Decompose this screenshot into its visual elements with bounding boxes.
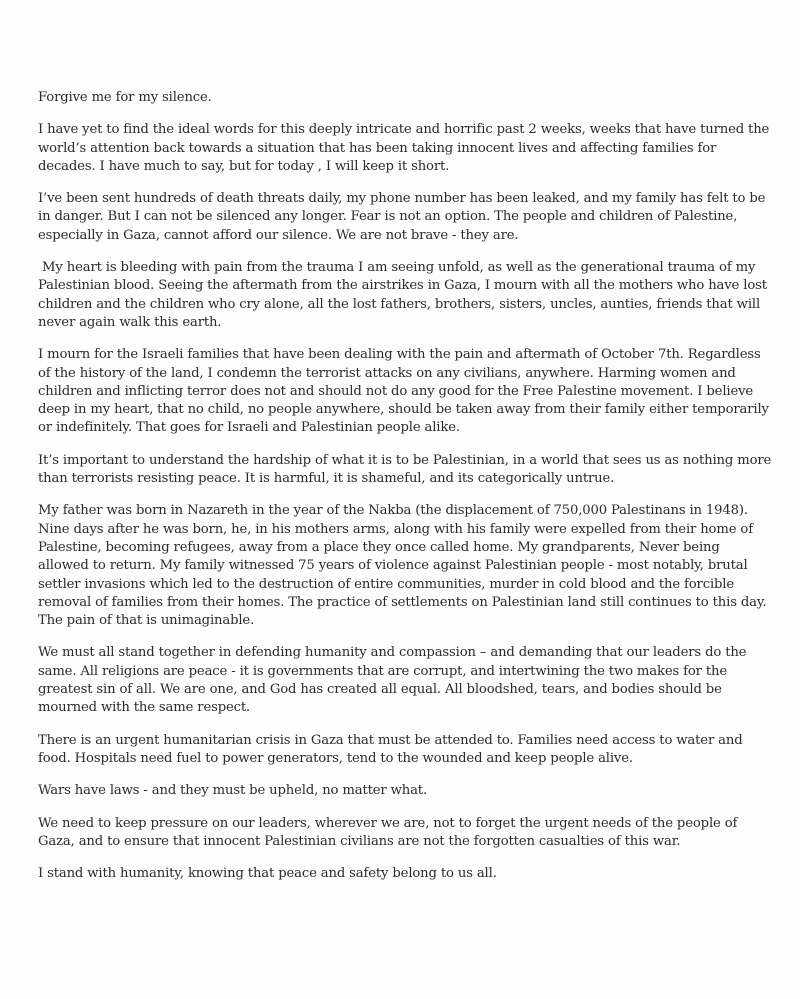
paragraph-opening: Forgive me for my silence. <box>38 90 212 105</box>
paragraph-israeli-families: I mourn for the Israeli families that have been dealing with the pain and aftermath of October 7th. Regardless of the history of the land, I condemn the terrorist attacks on any civilians, anywhere. Harming women and children and inflicting terror does not and should not do any good for the Free Palestine movement. I believe deep in my heart, that no child, no people anywhere, should be taken away from their family either temporarily or indefinitely. That goes for Israeli and Palestinian people alike. <box>38 347 769 436</box>
paragraph-heart-bleeding: My heart is bleeding with pain from the trauma I am seeing unfold, as well as the generational trauma of my Palestinian blood. Seeing the aftermath from the airstrikes in Gaza, I mourn with all the mothers who have lost children and the children who cry alone, all the lost fathers, brothers, sisters, uncles, aunties, friends that will never again walk this earth. <box>38 260 771 330</box>
paragraph-father-nakba: My father was born in Nazareth in the year of the Nakba (the displacement of 750,000 Palestinans in 1948). Nine days after he was born, he, in his mothers arms, along with his family were expelled from their home of Palestine, becoming refugees, away from a place they once called home. My grandparents, Never being allowed to return. My family witnessed 75 years of violence against Palestinian people - most notably, brutal settler invasions which led to the destruction of entire communities, murder in cold blood and the forcible removal of families from their homes. The practice of settlements on Palestinian land still continues to this day. The pain of that is unimaginable. <box>38 503 767 629</box>
paragraph-stand-together: We must all stand together in defending humanity and compassion – and demanding that our leaders do the same. All religions are peace - it is governments that are corrupt, and intertwining the two makes for the greatest sin of all. We are one, and God has created all equal. All bloodshed, tears, and bodies should be mourned with the same respect. <box>38 645 747 716</box>
paragraph-death-threats: I’ve been sent hundreds of death threats daily, my phone number has been leaked, and my family has felt to be in danger. But I can not be silenced any longer. Fear is not an option. The people and children of Palestine, especially in Gaza, cannot afford our silence. We are not brave - they are. <box>38 191 766 243</box>
paragraph-ideal-words: I have yet to find the ideal words for this deeply intricate and horrific past 2 weeks, weeks that have turned the world’s attention back towards a situation that has been taking innocent lives and affecting families for decades. I have much to say, but for today , I will keep it short. <box>38 122 770 174</box>
statement-body <box>38 89 773 897</box>
paragraph-keep-pressure: We need to keep pressure on our leaders, wherever we are, not to forget the urgent needs of the people of Gaza, and to ensure that innocent Palestinian civilians are not the forgotten casualties of this war. <box>38 815 738 849</box>
paragraph-hardship: It’s important to understand the hardship of what it is to be Palestinian, in a world that sees us as nothing more than terrorists resisting peace. It is harmful, it is shameful, and its categorically untrue. <box>38 452 772 487</box>
paragraph-closing: I stand with humanity, knowing that peace and safety belong to us all. <box>38 866 497 882</box>
paragraph-wars-have-laws: Wars have laws - and they must be upheld, no matter what. <box>38 783 427 799</box>
paragraph-humanitarian-crisis: There is an urgent humanitarian crisis in Gaza that must be attended to. Families need access to water and food. Hospitals need fuel to power generators, tend to the wounded and keep people alive. <box>38 732 743 766</box>
